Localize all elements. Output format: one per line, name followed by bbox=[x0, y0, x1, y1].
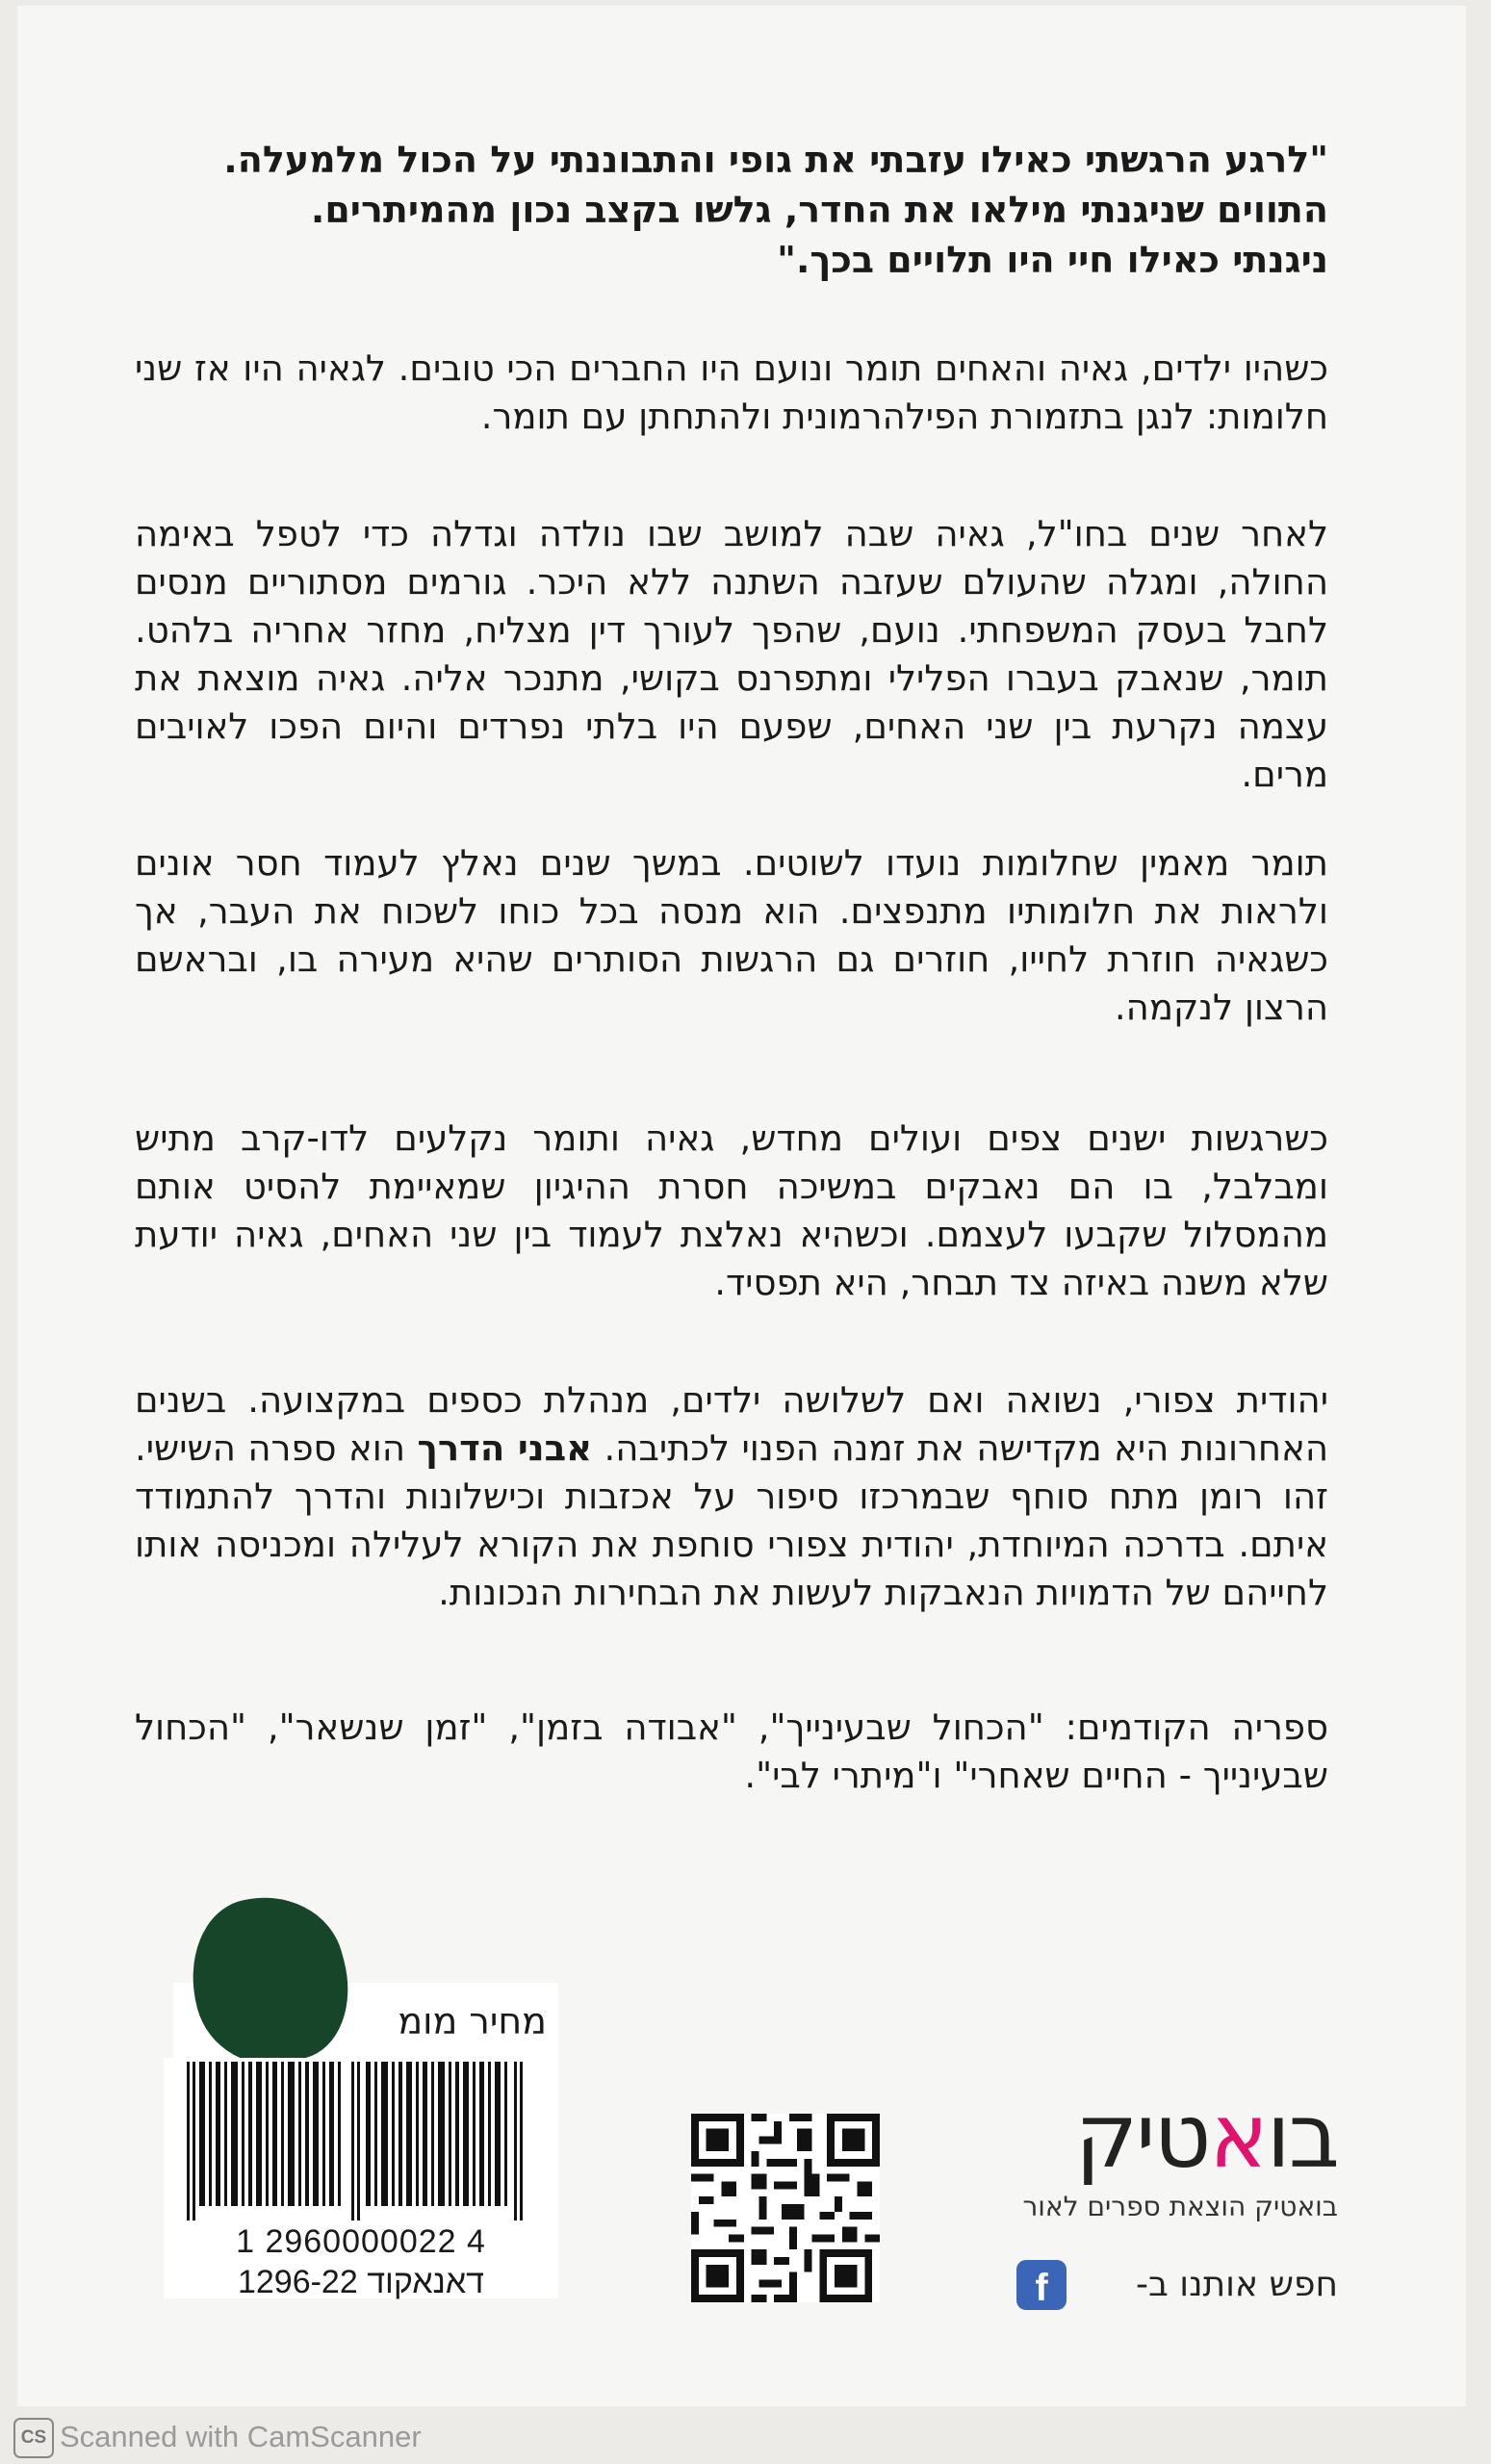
barcode-bars bbox=[173, 2062, 549, 2220]
barcode-number: 1 2960000022 4 bbox=[236, 2223, 486, 2260]
author-bio-text-1: יהודית צפורי, נשואה ואם לשלושה ילדים, מנהלת כספים במקצועה. בשנים האחרונות היא מקדישה את זמנה הפנוי לכתיבה. bbox=[135, 1379, 1328, 1469]
barcode-code: דאנאקוד 1296-22 bbox=[237, 2264, 485, 2300]
facebook-icon: f bbox=[1016, 2260, 1067, 2310]
quote-line-1: "לרגע הרגשתי כאילו עזבתי את גופי והתבוננתי על הכול מלמעלה. bbox=[223, 139, 1328, 181]
author-bio bbox=[135, 1376, 1328, 1617]
quote-block bbox=[135, 135, 1328, 285]
blurb-paragraph-4: כשרגשות ישנים צפים ועולים מחדש, גאיה ותומר נקלעים לדו-קרב מתיש ומבלבל, בו הם נאבקים במשיכה חסרת ההיגיון שמאיימת להסיט אותם מהמסלול שקבעו לעצמם. וכשהיא נאלצת לעמוד בין שני האחים, גאיה יודעת שלא משנה באיזה צד תבחר, היא תפסיד. bbox=[135, 1117, 1328, 1303]
qr-code-icon bbox=[691, 2114, 880, 2302]
quote-line-2: התווים שניגנתי מילאו את החדר, גלשו בקצב נכון מהמיתרים. bbox=[310, 189, 1328, 231]
blurb-paragraph-3: תומר מאמין שחלומות נועדו לשוטים. במשך שנים נאלץ לעמוד חסר אונים ולראות את חלומותיו מתנפצים. הוא מנסה בכל כוחו לשכוח את העבר, אך כשגאיה חוזרת לחייו, חוזרים גם הרגשות הסותרים שהיא מעירה בו, ובראשם הרצון לנקמה. bbox=[135, 842, 1328, 1028]
author-bio-text-2: הוא ספרה השישי. זהו רומן מתח סוחף שבמרכזו סיפור על אכזבות וכישלונות והדרך להתמודד איתם. בדרכה המיוחדת, יהודית צפורי סוחפת את הקורא לעלילה ומכניסה אותו לחייהם של הדמויות הנאבקות לעשות את הבחירות הנכונות. bbox=[135, 1427, 1328, 1613]
scanner-watermark: Scanned with CamScanner bbox=[60, 2420, 422, 2453]
publisher-logo: בואטיק bbox=[1074, 2085, 1338, 2188]
follow-us-text: חפש אותנו ב- bbox=[1136, 2265, 1338, 2304]
price-label: מחיר מומ bbox=[173, 1983, 558, 2060]
publisher-tagline: בואטיק הוצאת ספרים לאור bbox=[1022, 2191, 1338, 2222]
book-title: אבני הדרך bbox=[417, 1427, 593, 1469]
camscanner-icon: CS bbox=[13, 2418, 54, 2458]
barcode bbox=[164, 2058, 558, 2298]
blurb-paragraph-2: לאחר שנים בחו"ל, גאיה שבה למושב שבו נולדה וגדלה כדי לטפל באימה החולה, ומגלה שהעולם שעזבה השתנה ללא היכר. גורמים מסתוריים מנסים לחבל בעסק המשפחתי. נועם, שהפך לעורך דין מצליח, מחזר אחריה בלהט. תומר, שנאבק בעברו הפלילי ומתפרנס בקושי, מתנכר אליה. גאיה מוצאת את עצמה נקרעת בין שני האחים, שפעם היו בלתי נפרדים והיום הפכו לאויבים מרים. bbox=[135, 513, 1328, 795]
previous-books: ספריה הקודמים: "הכחול שבעינייך", "אבודה בזמן", "זמן שנשאר", "הכחול שבעינייך - החיים שאחרי" ו"מיתרי לבי". bbox=[135, 1707, 1328, 1796]
quote-line-3: ניגנתי כאילו חיי היו תלויים בכך." bbox=[777, 239, 1328, 281]
blurb-paragraph-1: כשהיו ילדים, גאיה והאחים תומר ונועם היו החברים הכי טובים. לגאיה היו אז שני חלומות: לנגן בתזמורת הפילהרמונית ולהתחתן עם תומר. bbox=[135, 347, 1328, 437]
